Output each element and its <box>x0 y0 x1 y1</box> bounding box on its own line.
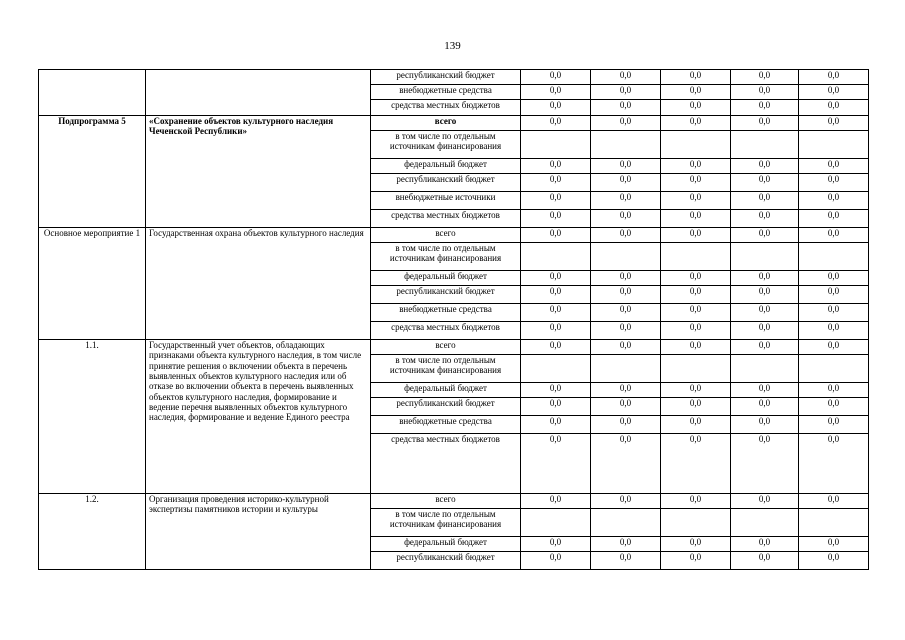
amount-cell: 0,0 <box>591 192 661 210</box>
amount-cell <box>799 131 869 159</box>
amount-cell: 0,0 <box>661 192 731 210</box>
amount-cell: 0,0 <box>799 271 869 286</box>
funding-source-cell: средства местных бюджетов <box>371 100 521 116</box>
amount-cell: 0,0 <box>661 100 731 116</box>
amount-cell: 0,0 <box>521 383 591 398</box>
amount-cell: 0,0 <box>591 304 661 322</box>
amount-cell: 0,0 <box>661 271 731 286</box>
amount-cell: 0,0 <box>731 100 799 116</box>
amount-cell: 0,0 <box>591 552 661 570</box>
amount-cell <box>661 509 731 537</box>
funding-source-cell: средства местных бюджетов <box>371 210 521 228</box>
funding-source-cell: средства местных бюджетов <box>371 434 521 494</box>
amount-cell <box>799 355 869 383</box>
program-name-cell: Государственная охрана объектов культурного наследия <box>146 228 371 340</box>
amount-cell: 0,0 <box>661 340 731 355</box>
amount-cell: 0,0 <box>521 100 591 116</box>
program-name-cell: «Сохранение объектов культурного наследия Чеченской Республики» <box>146 116 371 228</box>
amount-cell <box>799 509 869 537</box>
amount-cell: 0,0 <box>661 383 731 398</box>
amount-cell: 0,0 <box>521 286 591 304</box>
funding-source-cell: всего <box>371 494 521 509</box>
amount-cell: 0,0 <box>591 100 661 116</box>
table-row <box>39 116 869 131</box>
amount-cell: 0,0 <box>661 116 731 131</box>
amount-cell: 0,0 <box>591 159 661 174</box>
amount-cell: 0,0 <box>799 383 869 398</box>
amount-cell <box>731 131 799 159</box>
amount-cell <box>521 243 591 271</box>
table-row <box>39 228 869 243</box>
funding-source-cell: в том числе по отдельным источникам финансирования <box>371 355 521 383</box>
amount-cell: 0,0 <box>661 494 731 509</box>
amount-cell <box>731 509 799 537</box>
amount-cell: 0,0 <box>591 85 661 100</box>
amount-cell: 0,0 <box>731 192 799 210</box>
amount-cell: 0,0 <box>521 85 591 100</box>
amount-cell: 0,0 <box>799 159 869 174</box>
funding-source-cell: республиканский бюджет <box>371 286 521 304</box>
amount-cell: 0,0 <box>521 210 591 228</box>
table-row <box>39 494 869 509</box>
amount-cell: 0,0 <box>661 416 731 434</box>
amount-cell: 0,0 <box>799 434 869 494</box>
amount-cell: 0,0 <box>521 434 591 494</box>
amount-cell: 0,0 <box>731 322 799 340</box>
amount-cell: 0,0 <box>521 537 591 552</box>
amount-cell: 0,0 <box>591 383 661 398</box>
amount-cell <box>521 355 591 383</box>
amount-cell: 0,0 <box>731 340 799 355</box>
amount-cell: 0,0 <box>661 228 731 243</box>
amount-cell: 0,0 <box>731 537 799 552</box>
amount-cell: 0,0 <box>521 174 591 192</box>
funding-source-cell: республиканский бюджет <box>371 398 521 416</box>
page-number: 139 <box>444 40 461 52</box>
funding-source-cell: федеральный бюджет <box>371 159 521 174</box>
amount-cell: 0,0 <box>799 174 869 192</box>
amount-cell <box>661 355 731 383</box>
funding-source-cell: в том числе по отдельным источникам финансирования <box>371 243 521 271</box>
funding-source-cell: в том числе по отдельным источникам финансирования <box>371 131 521 159</box>
amount-cell: 0,0 <box>521 116 591 131</box>
table-row <box>39 70 869 85</box>
amount-cell: 0,0 <box>799 70 869 85</box>
amount-cell <box>591 243 661 271</box>
amount-cell: 0,0 <box>521 70 591 85</box>
funding-source-cell: федеральный бюджет <box>371 537 521 552</box>
amount-cell: 0,0 <box>799 85 869 100</box>
amount-cell: 0,0 <box>799 100 869 116</box>
amount-cell: 0,0 <box>591 416 661 434</box>
funding-source-cell: внебюджетные средства <box>371 416 521 434</box>
amount-cell: 0,0 <box>731 70 799 85</box>
amount-cell: 0,0 <box>521 398 591 416</box>
amount-cell: 0,0 <box>731 494 799 509</box>
program-code-cell <box>39 70 146 116</box>
program-name-cell: Организация проведения историко-культурной экспертизы памятников истории и культуры <box>146 494 371 570</box>
amount-cell: 0,0 <box>521 322 591 340</box>
program-code-cell: 1.1. <box>39 340 146 494</box>
amount-cell: 0,0 <box>731 434 799 494</box>
amount-cell: 0,0 <box>731 85 799 100</box>
amount-cell: 0,0 <box>661 85 731 100</box>
amount-cell: 0,0 <box>799 228 869 243</box>
budget-table <box>38 69 869 570</box>
amount-cell: 0,0 <box>799 416 869 434</box>
amount-cell <box>521 131 591 159</box>
funding-source-cell: республиканский бюджет <box>371 174 521 192</box>
amount-cell: 0,0 <box>731 228 799 243</box>
amount-cell: 0,0 <box>591 174 661 192</box>
amount-cell: 0,0 <box>521 192 591 210</box>
amount-cell: 0,0 <box>591 116 661 131</box>
amount-cell: 0,0 <box>799 192 869 210</box>
amount-cell: 0,0 <box>731 552 799 570</box>
amount-cell: 0,0 <box>731 304 799 322</box>
funding-source-cell: внебюджетные источники <box>371 192 521 210</box>
amount-cell: 0,0 <box>661 398 731 416</box>
amount-cell: 0,0 <box>799 210 869 228</box>
amount-cell: 0,0 <box>731 210 799 228</box>
amount-cell: 0,0 <box>661 159 731 174</box>
funding-source-cell: всего <box>371 228 521 243</box>
amount-cell <box>661 243 731 271</box>
funding-source-cell: в том числе по отдельным источникам финансирования <box>371 509 521 537</box>
amount-cell: 0,0 <box>799 304 869 322</box>
amount-cell: 0,0 <box>731 286 799 304</box>
amount-cell: 0,0 <box>591 340 661 355</box>
funding-source-cell: федеральный бюджет <box>371 271 521 286</box>
amount-cell <box>591 509 661 537</box>
amount-cell: 0,0 <box>731 416 799 434</box>
amount-cell: 0,0 <box>661 322 731 340</box>
amount-cell: 0,0 <box>799 398 869 416</box>
amount-cell: 0,0 <box>661 304 731 322</box>
amount-cell: 0,0 <box>731 159 799 174</box>
amount-cell: 0,0 <box>731 383 799 398</box>
amount-cell <box>661 131 731 159</box>
amount-cell <box>731 243 799 271</box>
amount-cell: 0,0 <box>661 174 731 192</box>
amount-cell: 0,0 <box>661 210 731 228</box>
amount-cell: 0,0 <box>521 271 591 286</box>
table-row <box>39 340 869 355</box>
amount-cell: 0,0 <box>521 340 591 355</box>
amount-cell: 0,0 <box>661 552 731 570</box>
amount-cell: 0,0 <box>521 304 591 322</box>
amount-cell: 0,0 <box>591 398 661 416</box>
program-name-cell: Государственный учет объектов, обладающих признаками объекта культурного наследия, в том числе принятие решения о включении объекта в перечень выявленных объектов культурного наследия или об отказе во включении объекта в перечень выявленных объектов культурного наследия, формирование и ведение перечня выявленных объектов культурного наследия, формирование и ведение Единого реестра <box>146 340 371 494</box>
amount-cell: 0,0 <box>661 286 731 304</box>
amount-cell: 0,0 <box>521 552 591 570</box>
funding-source-cell: средства местных бюджетов <box>371 322 521 340</box>
amount-cell: 0,0 <box>799 286 869 304</box>
amount-cell: 0,0 <box>731 271 799 286</box>
funding-source-cell: внебюджетные средства <box>371 85 521 100</box>
amount-cell: 0,0 <box>591 494 661 509</box>
amount-cell: 0,0 <box>731 116 799 131</box>
amount-cell <box>591 355 661 383</box>
amount-cell: 0,0 <box>661 434 731 494</box>
amount-cell: 0,0 <box>799 494 869 509</box>
program-name-cell <box>146 70 371 116</box>
amount-cell: 0,0 <box>521 228 591 243</box>
program-code-cell: Подпрограмма 5 <box>39 116 146 228</box>
amount-cell <box>731 355 799 383</box>
program-code-cell: 1.2. <box>39 494 146 570</box>
amount-cell <box>521 509 591 537</box>
funding-source-cell: всего <box>371 340 521 355</box>
amount-cell: 0,0 <box>591 70 661 85</box>
amount-cell <box>591 131 661 159</box>
amount-cell: 0,0 <box>591 434 661 494</box>
amount-cell: 0,0 <box>521 159 591 174</box>
amount-cell <box>799 243 869 271</box>
amount-cell: 0,0 <box>591 210 661 228</box>
amount-cell: 0,0 <box>799 552 869 570</box>
funding-source-cell: федеральный бюджет <box>371 383 521 398</box>
amount-cell: 0,0 <box>591 322 661 340</box>
amount-cell: 0,0 <box>799 537 869 552</box>
amount-cell: 0,0 <box>521 494 591 509</box>
amount-cell: 0,0 <box>661 70 731 85</box>
amount-cell: 0,0 <box>521 416 591 434</box>
amount-cell: 0,0 <box>731 398 799 416</box>
funding-source-cell: республиканский бюджет <box>371 552 521 570</box>
amount-cell: 0,0 <box>799 340 869 355</box>
amount-cell: 0,0 <box>731 174 799 192</box>
amount-cell: 0,0 <box>799 116 869 131</box>
amount-cell: 0,0 <box>591 286 661 304</box>
program-code-cell: Основное мероприятие 1 <box>39 228 146 340</box>
amount-cell: 0,0 <box>591 228 661 243</box>
amount-cell: 0,0 <box>799 322 869 340</box>
funding-source-cell: всего <box>371 116 521 131</box>
amount-cell: 0,0 <box>661 537 731 552</box>
funding-source-cell: внебюджетные средства <box>371 304 521 322</box>
amount-cell: 0,0 <box>591 537 661 552</box>
amount-cell: 0,0 <box>591 271 661 286</box>
funding-source-cell: республиканский бюджет <box>371 70 521 85</box>
